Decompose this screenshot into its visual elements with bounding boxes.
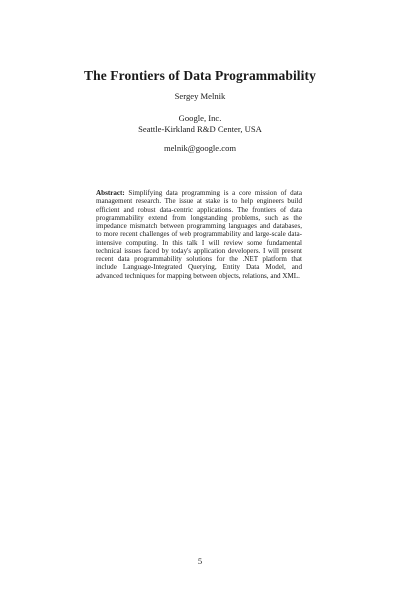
abstract-label: Abstract: <box>96 189 125 197</box>
author-email: melnik@google.com <box>163 143 237 153</box>
page-number: 5 <box>197 556 203 566</box>
affiliation-company: Google, Inc. <box>178 113 222 123</box>
paper-title: The Frontiers of Data Programmability <box>84 68 316 83</box>
affiliation-location: Seattle-Kirkland R&D Center, USA <box>138 124 262 134</box>
author-name: Sergey Melnik <box>174 91 226 101</box>
abstract-body: Simplifying data programming is a core mission of data management research. The issue at stake is to help engineers build efficient and robust data-centric applications. The frontiers of data programmability extend from longstanding problems, such as the impedance mismatch between programming languages and databases, to more recent challenges of web programmability and large-scale data-intensive computing. In this talk I will review some fundamental technical issues faced by today's application developers. I will present recent data programmability solutions for the .NET platform that include Language-Integrated Querying, Entity Data Model, and advanced techniques for mapping between objects, relations, and XML. <box>96 189 302 280</box>
abstract-paragraph <box>96 189 302 280</box>
